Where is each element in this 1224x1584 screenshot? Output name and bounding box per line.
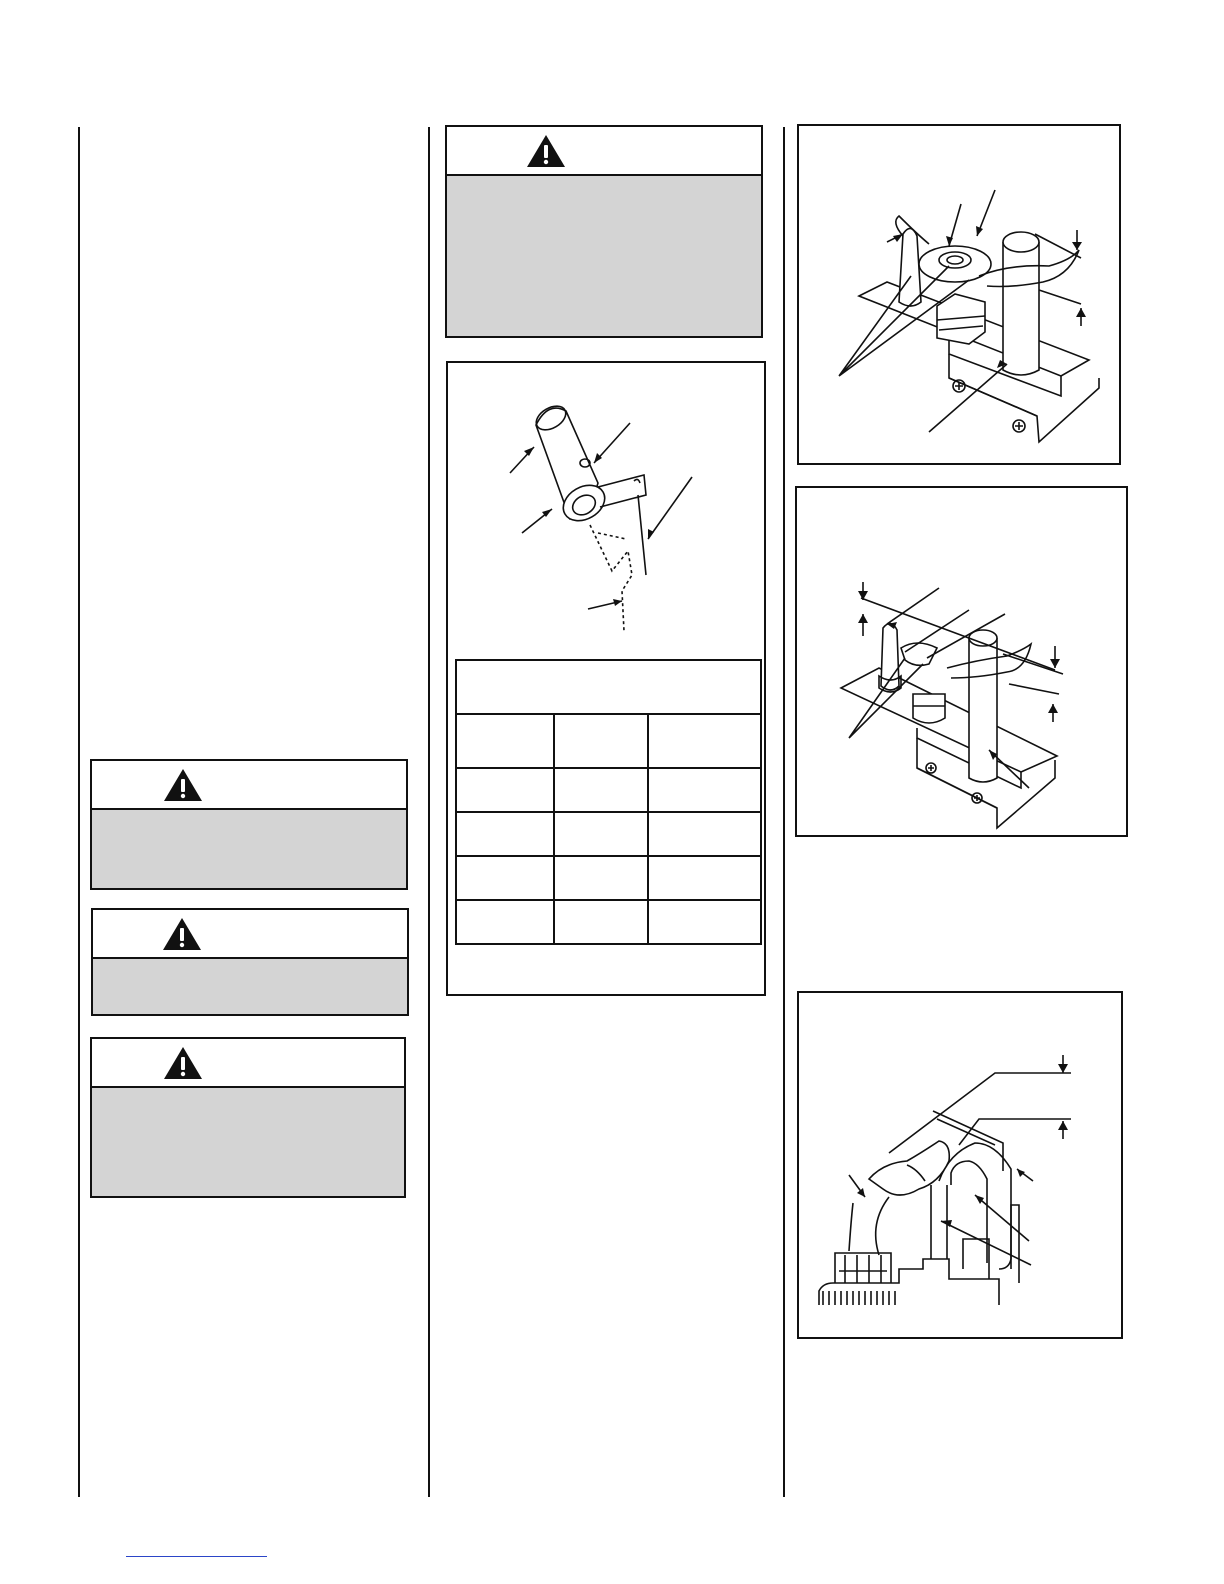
table-cell — [456, 856, 554, 900]
warning-triangle-icon — [161, 916, 203, 952]
table-cell — [554, 900, 648, 944]
figure-pilot-assembly-middle — [795, 486, 1128, 837]
footer-link-underline[interactable] — [126, 1556, 267, 1557]
warning-box-2 — [91, 908, 409, 1016]
warning-triangle-icon — [162, 767, 204, 803]
table-cell — [648, 900, 761, 944]
warning-body — [92, 1088, 404, 1196]
warning-triangle-icon — [162, 1045, 204, 1081]
pilot-assembly-drawing — [797, 488, 1126, 835]
warning-header — [447, 127, 761, 176]
column-rule-middle — [428, 127, 430, 1497]
table-row — [456, 812, 761, 856]
table-row — [456, 856, 761, 900]
warning-triangle-icon — [525, 133, 567, 169]
table-row — [456, 768, 761, 812]
table-cell — [456, 900, 554, 944]
figure-pilot-burner — [446, 361, 766, 996]
column-rule-right — [783, 127, 785, 1497]
table-cell — [456, 768, 554, 812]
table-cell — [554, 856, 648, 900]
column-rule-left — [78, 127, 80, 1497]
table-cell — [554, 768, 648, 812]
warning-header — [92, 761, 406, 810]
warning-body — [92, 810, 406, 888]
spec-table — [455, 659, 762, 945]
warning-header — [92, 1039, 404, 1088]
table-cell — [456, 714, 554, 768]
pilot-burner-drawing — [448, 363, 764, 663]
table-cell — [554, 714, 648, 768]
warning-body — [93, 959, 407, 1014]
warning-header — [93, 910, 407, 959]
pilot-assembly-drawing — [799, 993, 1121, 1337]
table-cell — [456, 812, 554, 856]
table-cell — [648, 714, 761, 768]
warning-box-1 — [90, 759, 408, 890]
pilot-assembly-drawing — [799, 126, 1119, 463]
table-cell — [554, 812, 648, 856]
warning-body — [447, 176, 761, 336]
warning-box-3 — [90, 1037, 406, 1198]
table-cell — [648, 768, 761, 812]
table-row — [456, 714, 761, 768]
spec-table-title-row — [456, 660, 761, 714]
table-row — [456, 900, 761, 944]
figure-pilot-assembly-bottom — [797, 991, 1123, 1339]
table-cell — [648, 812, 761, 856]
figure-pilot-assembly-top — [797, 124, 1121, 465]
table-cell — [456, 660, 761, 714]
table-cell — [648, 856, 761, 900]
warning-box-top — [445, 125, 763, 338]
